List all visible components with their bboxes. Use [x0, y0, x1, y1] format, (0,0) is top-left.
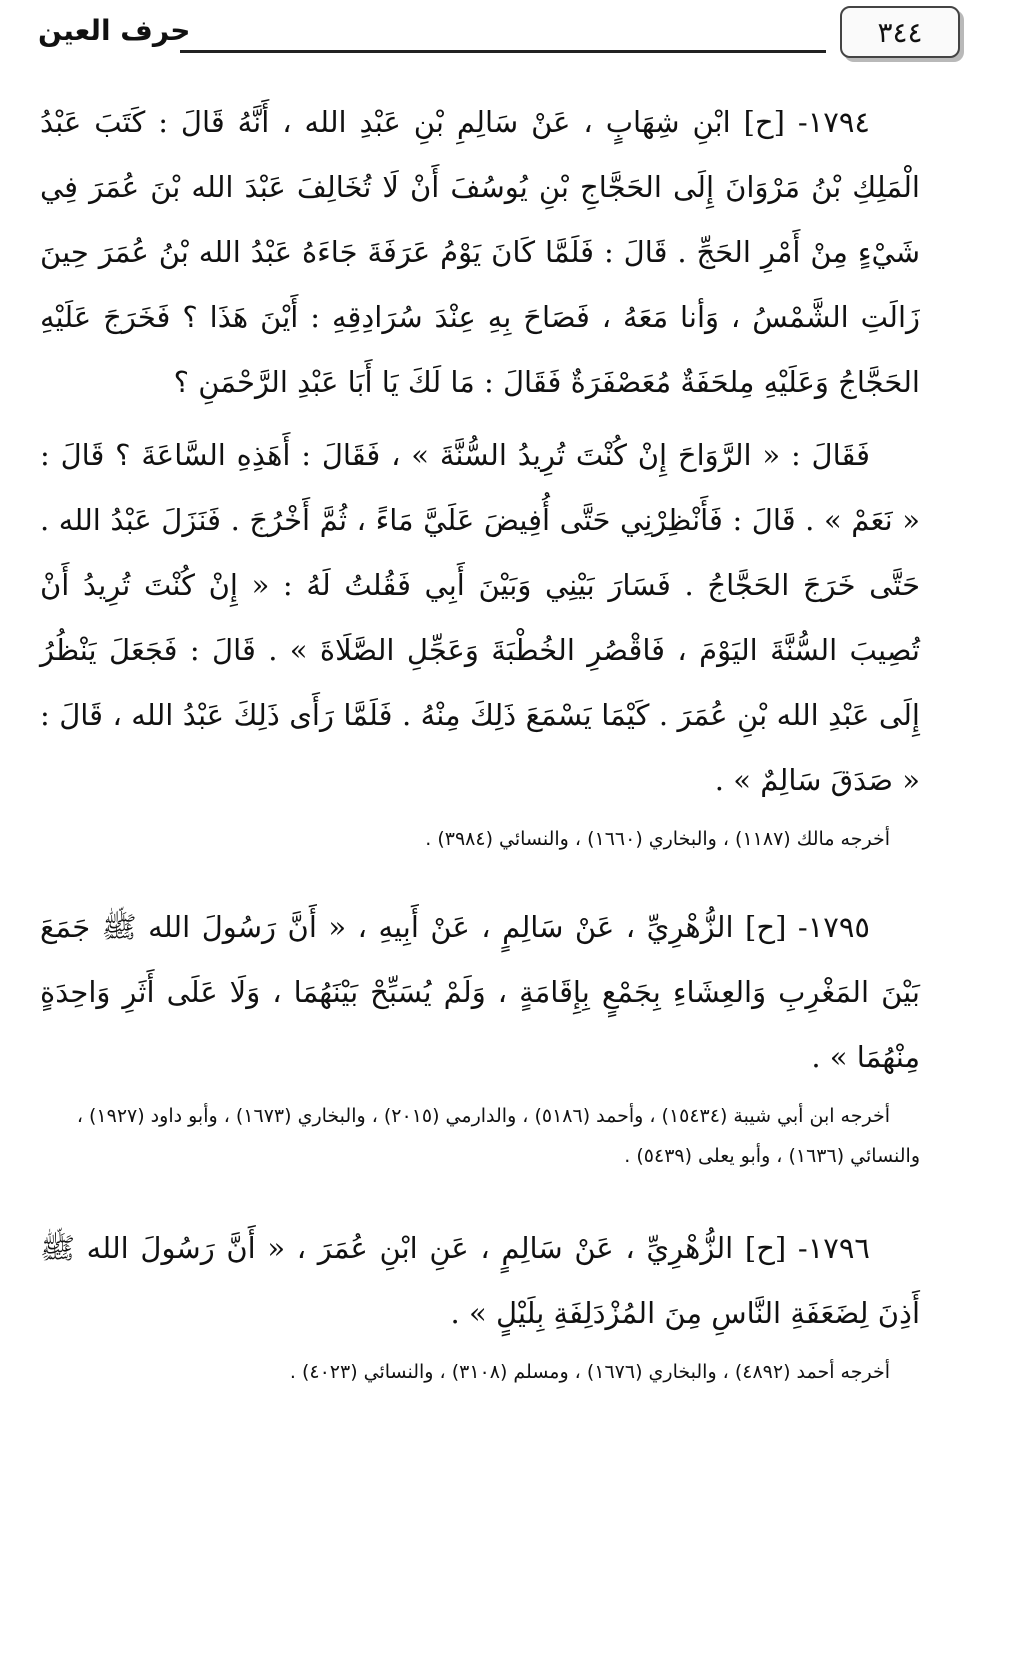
hadith-text: فَقَالَ : « الرَّوَاحَ إِنْ كُنْتَ تُرِيدُ السُّنَّةَ » ، فَقَالَ : أَهَذِهِ السَّاعَةَ ؟ قَالَ : « نَعَمْ » . قَالَ : فَأَنْظِرْنِي حَتَّى أُفِيضَ عَلَيَّ مَاءً ، ثُمَّ أَخْرُجَ . فَنَزَلَ عَبْدُ الله . حَتَّى خَرَجَ الحَجَّاجُ . فَسَارَ بَيْنِي وَبَيْنَ أَبِي فَقُلتُ لَهُ : « إِنْ كُنْتَ تُرِيدُ أَنْ تُصِيبَ السُّنَّةَ اليَوْمَ ، فَاقْصُرِ الخُطْبَةَ وَعَجِّلِ الصَّلَاةَ » . قَالَ : فَجَعَلَ يَنْظُرُ إِلَى عَبْدِ الله بْنِ عُمَرَ . كَيْمَا يَسْمَعَ ذَلِكَ مِنْهُ . فَلَمَّا رَأَى ذَلِكَ عَبْدُ الله ، قَالَ : « صَدَقَ سَالِمٌ » . — [40, 438, 920, 797]
hadith-1794 — [40, 90, 920, 859]
page-header — [30, 6, 960, 60]
paragraph-gap — [40, 415, 920, 423]
takhrij-note: أخرجه ابن أبي شيبة (١٥٤٣٤) ، وأحمد (٥١٨٦) ، والدارمي (٢٠١٥) ، والبخاري (١٦٧٣) ، وأبو داود (١٩٢٧) ، والنسائي (١٦٣٦) ، وأبو يعلى (٥٤٣٩) . — [76, 1105, 920, 1167]
page-number: ٣٤٤ — [840, 6, 960, 58]
hadith-1795 — [40, 895, 920, 1176]
hadith-text: ١٧٩٤- [ح] ابْنِ شِهَابٍ ، عَنْ سَالِمِ بْنِ عَبْدِ الله ، أَنَّهُ قَالَ : كَتَبَ عَبْدُ الْمَلِكِ بْنُ مَرْوَانَ إِلَى الحَجَّاجِ بْنِ يُوسُفَ أَنْ لَا تُخَالِفَ عَبْدَ الله بْنَ عُمَرَ فِي شَيْءٍ مِنْ أَمْرِ الحَجِّ . قَالَ : فَلَمَّا كَانَ يَوْمُ عَرَفَةَ جَاءَهُ عَبْدُ الله بْنُ عُمَرَ حِينَ زَالَتِ الشَّمْسُ ، وَأنا مَعَهُ ، فَصَاحَ بِهِ عِنْدَ سُرَادِقِهِ : أَيْنَ هَذَا ؟ فَخَرَجَ عَلَيْهِ الحَجَّاجُ وَعَلَيْهِ مِلحَفَةٌ مُعَصْفَرَةٌ فَقَالَ : مَا لَكَ يَا أَبَا عَبْدِ الرَّحْمَنِ ؟ — [40, 105, 920, 399]
hadith-text: ١٧٩٥- [ح] الزُّهْرِيِّ ، عَنْ سَالِمٍ ، عَنْ أَبِيهِ ، « أَنَّ رَسُولَ الله ﷺ جَمَعَ بَيْنَ المَغْرِبِ وَالعِشَاءِ بِجَمْعٍ بِإِقَامَةٍ ، وَلَمْ يُسَبِّحْ بَيْنَهُمَا ، وَلَا عَلَى أَثَرِ وَاحِدَةٍ مِنْهُمَا » . — [40, 910, 920, 1074]
section-gap — [40, 1176, 920, 1216]
hadith-1796 — [40, 1216, 920, 1392]
page-content — [40, 90, 920, 1392]
hadith-text: ١٧٩٦- [ح] الزُّهْرِيِّ ، عَنْ سَالِمٍ ، عَنِ ابْنِ عُمَرَ ، « أَنَّ رَسُولَ الله ﷺ أَذِنَ لِضَعَفَةِ النَّاسِ مِنَ المُزْدَلِفَةِ بِلَيْلٍ » . — [40, 1231, 920, 1330]
takhrij-note: أخرجه أحمد (٤٨٩٢) ، والبخاري (١٦٧٦) ، ومسلم (٣١٠٨) ، والنسائي (٤٠٢٣) . — [289, 1361, 890, 1383]
section-gap — [40, 859, 920, 895]
header-rule — [180, 50, 826, 53]
chapter-title: حرف العين — [38, 14, 191, 47]
takhrij-note: أخرجه مالك (١١٨٧) ، والبخاري (١٦٦٠) ، والنسائي (٣٩٨٤) . — [425, 828, 890, 850]
